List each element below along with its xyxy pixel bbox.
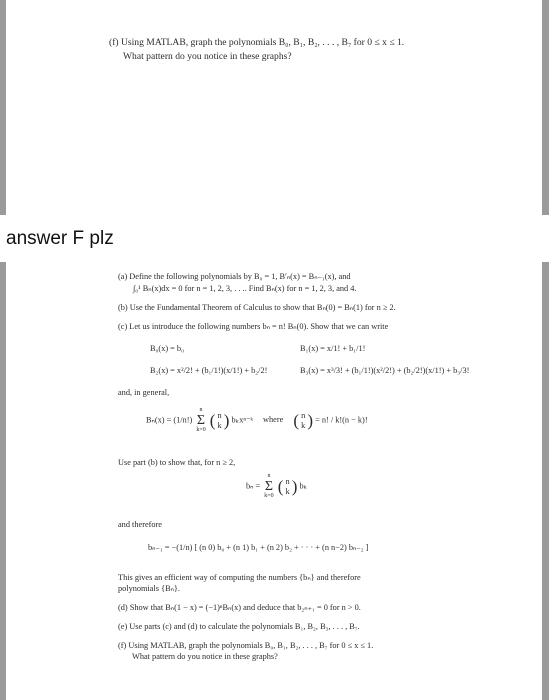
sum2-symbol: Σ <box>264 479 274 494</box>
therefore-label: and therefore <box>118 520 162 529</box>
part-a-line2: ∫₀¹ Bₙ(x)dx = 0 for n = 1, 2, 3, . . .. Find Bₙ(x) for n = 1, 2, 3, and 4. <box>133 284 357 293</box>
binom-definition: = n! / k!(n − k)! <box>315 415 368 425</box>
binom-bottom: k <box>217 420 222 430</box>
eq-B0: B₀(x) = b₀ <box>150 344 184 353</box>
sum-lower-limit: k=0 <box>196 427 206 433</box>
left-margin-bar-top <box>0 0 6 215</box>
right-margin-bar-bottom <box>542 262 549 700</box>
eq-bn-minus-1: bₙ₋₁ = −(1/n) [ (n 0) b₀ + (n 1) b₁ + (n 2) b₂ + · · · + (n n−2) bₙ₋₂ ] <box>148 543 369 552</box>
eq-Bn-rest: bₖxⁿ⁻ᵏ <box>231 415 253 425</box>
sum-upper-limit: n <box>199 407 203 413</box>
general-label: and, in general, <box>118 388 170 397</box>
part-d: (d) Show that Bₙ(1 − x) = (−1)ⁿBₙ(x) and deduce that b₂ₙ₊₁ = 0 for n > 0. <box>118 603 361 612</box>
part-a-line1: (a) Define the following polynomials by B₀ = 1, B′ₙ(x) = Bₙ₋₁(x), and <box>118 272 351 281</box>
part-f-line1: (f) Using MATLAB, graph the polynomials B₀, B₁, B₂, . . . , B₇ for 0 ≤ x ≤ 1. <box>118 641 374 650</box>
left-margin-bar-bottom <box>0 262 6 700</box>
binom3-bottom: k <box>285 486 290 496</box>
where-label: where <box>263 415 284 425</box>
eq-Bn-left: Bₙ(x) = (1/n!) <box>146 415 193 425</box>
part-e: (e) Use parts (c) and (d) to calculate the polynomials B₁, B₂, B₃, . . . , B₇. <box>118 622 360 631</box>
part-b: (b) Use the Fundamental Theorem of Calculus to show that Bₙ(0) = Bₙ(1) for n ≥ 2. <box>118 303 396 312</box>
top-question-line1: (f) Using MATLAB, graph the polynomials B₀, B₁, B₂, . . . , B₇ for 0 ≤ x ≤ 1. <box>109 37 405 48</box>
sum2-upper-limit: n <box>267 473 271 479</box>
gives-line1: This gives an efficient way of computing the numbers {bₙ} and therefore <box>118 573 361 582</box>
eq-bn-rest: bₖ <box>299 481 308 491</box>
sum2-lower-limit: k=0 <box>264 493 274 499</box>
sum-symbol: Σ <box>196 413 206 428</box>
eq-B2: B₂(x) = x²/2! + (b₁/1!)(x/1!) + b₂/2! <box>150 366 268 375</box>
binom2-top: n <box>301 410 306 420</box>
use-part-b: Use part (b) to show that, for n ≥ 2, <box>118 458 236 467</box>
answer-label: answer F plz <box>6 228 114 249</box>
right-margin-bar-top <box>542 0 549 215</box>
part-f-line2: What pattern do you notice in these graphs? <box>132 652 278 661</box>
eq-bn: bₙ = n Σ k=0 ( n k ) bₖ <box>246 473 308 499</box>
top-question <box>109 36 529 64</box>
part-c-line1: (c) Let us introduce the following numbers bₙ = n! Bₙ(0). Show that we can write <box>118 322 389 331</box>
top-question-line2: What pattern do you notice in these graphs? <box>123 51 292 62</box>
eq-B3: B₃(x) = x³/3! + (b₁/1!)(x²/2!) + (b₂/2!)(x/1!) + b₃/3! <box>300 366 470 375</box>
eq-Bn: Bₙ(x) = (1/n!) n Σ k=0 ( n k ) bₖxⁿ⁻ᵏ where ( n k ) = n! / k!(n − k)! <box>146 407 368 433</box>
eq-B1: B₁(x) = x/1! + b₁/1! <box>300 344 366 353</box>
binom2-bottom: k <box>301 420 306 430</box>
eq-bn-left: bₙ = <box>246 481 261 491</box>
binom3-top: n <box>285 476 290 486</box>
gives-line2: polynomials {Bₙ}. <box>118 584 180 593</box>
binom-top: n <box>217 410 222 420</box>
